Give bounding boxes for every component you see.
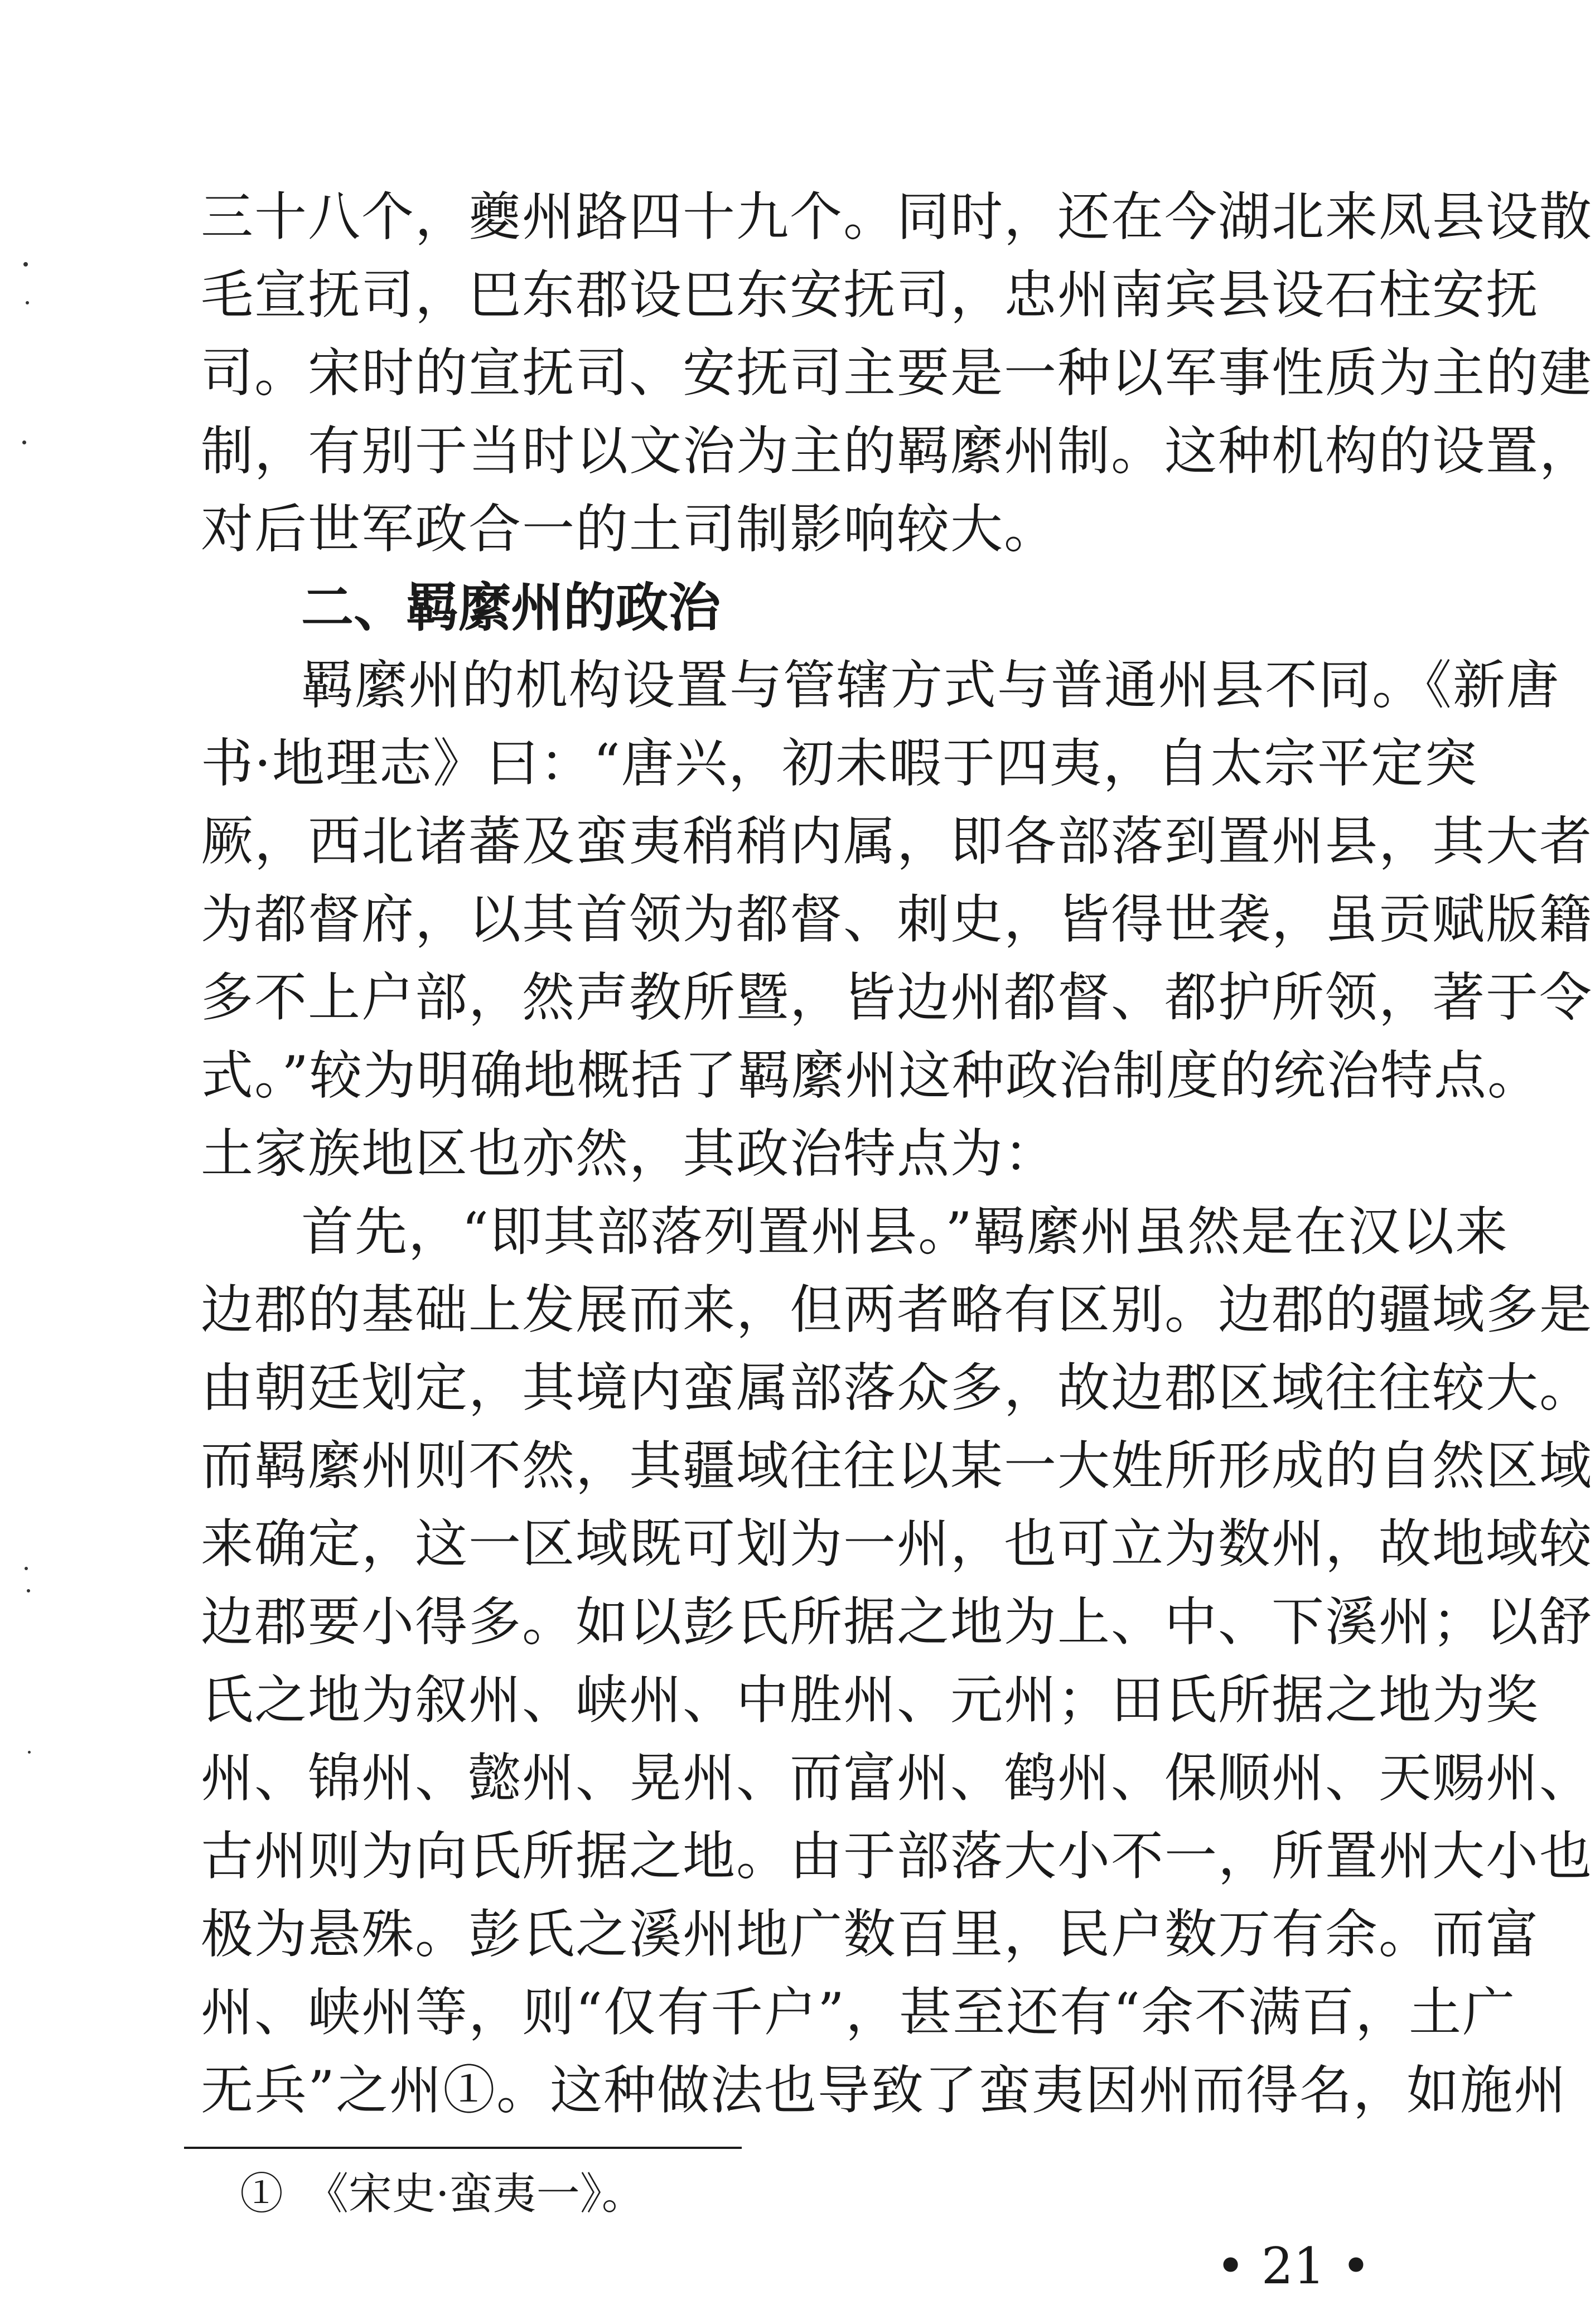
text-line-3: 司。宋时的宣抚司、安抚司主要是一种以军事性质为主的建	[201, 343, 1593, 404]
scan-speck	[22, 440, 26, 444]
text-line-8: 书·地理志》曰：“唐兴，初未暇于四夷，自太宗平定突	[201, 733, 1478, 794]
text-line-13: 土家族地区也亦然，其政治特点为：	[201, 1124, 1058, 1184]
text-line-1: 三十八个，夔州路四十九个。同时，还在今湖北来凤县设散	[201, 187, 1593, 248]
text-line-16: 由朝廷划定，其境内蛮属部落众多，故边郡区域往往较大。	[201, 1358, 1593, 1418]
section-heading: 二、羁縻州的政治	[301, 577, 721, 638]
text-line-24: 州、峡州等，则“仅有千户”，甚至还有“余不满百，土广	[201, 1982, 1516, 2043]
scan-speck	[28, 1751, 31, 1754]
scan-speck	[25, 1567, 28, 1570]
text-line-23: 极为悬殊。彭氏之溪州地广数百里，民户数万有余。而富	[201, 1904, 1540, 1965]
text-line-21: 州、锦州、懿州、晃州、而富州、鹤州、保顺州、天赐州、	[201, 1748, 1593, 1809]
footnote: ① 《宋史·蛮夷一》。	[240, 2169, 645, 2219]
page-number: • 21 •	[1216, 2237, 1371, 2296]
text-line-7: 羁縻州的机构设置与管辖方式与普通州县不同。《新唐	[301, 655, 1560, 716]
text-line-14: 首先，“即其部落列置州县。”羁縻州虽然是在汉以来	[301, 1202, 1509, 1262]
text-line-11: 多不上户部，然声教所暨，皆边州都督、都护所领，著于令	[201, 967, 1593, 1028]
text-line-18: 来确定，这一区域既可划为一州，也可立为数州，故地域较	[201, 1514, 1593, 1575]
text-line-19: 边郡要小得多。如以彭氏所据之地为上、中、下溪州；以舒	[201, 1592, 1593, 1653]
text-line-4: 制，有别于当时以文治为主的羁縻州制。这种机构的设置，	[201, 421, 1593, 482]
text-line-5: 对后世军政合一的土司制影响较大。	[201, 499, 1058, 560]
text-line-12: 式。”较为明确地概括了羁縻州这种政治制度的统治特点。	[201, 1045, 1541, 1106]
text-line-20: 氏之地为叙州、峡州、中胜州、元州；田氏所据之地为奖	[201, 1670, 1540, 1731]
text-line-9: 厥，西北诸蕃及蛮夷稍稍内属，即各部落到置州县，其大者	[201, 811, 1593, 872]
text-line-25: 无兵”之州①。这种做法也导致了蛮夷因州而得名，如施州	[201, 2060, 1568, 2121]
scan-speck	[26, 301, 29, 304]
scan-speck	[27, 1589, 30, 1592]
text-line-2: 毛宣抚司，巴东郡设巴东安抚司，忠州南宾县设石柱安抚	[201, 265, 1540, 326]
text-line-10: 为都督府，以其首领为都督、刺史，皆得世袭，虽贡赋版籍	[201, 889, 1593, 950]
text-line-17: 而羁縻州则不然，其疆域往往以某一大姓所形成的自然区域	[201, 1436, 1593, 1497]
text-line-15: 边郡的基础上发展而来，但两者略有区别。边郡的疆域多是	[201, 1280, 1593, 1340]
footnote-rule	[184, 2147, 742, 2149]
scan-speck	[23, 262, 28, 267]
text-line-22: 古州则为向氏所据之地。由于部落大小不一，所置州大小也	[201, 1826, 1593, 1887]
